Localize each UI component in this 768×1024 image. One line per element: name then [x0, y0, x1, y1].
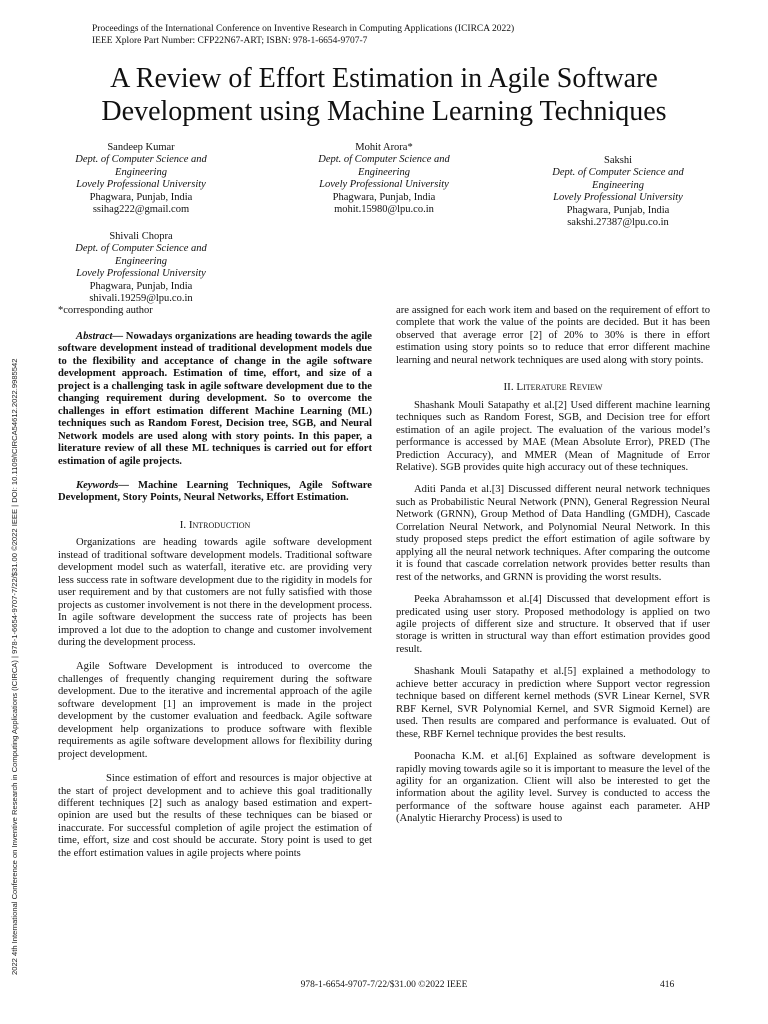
- section-heading-literature-review: II. Literature Review: [503, 381, 603, 394]
- author-email: sakshi.27387@lpu.co.in: [567, 217, 669, 229]
- author-name: Mohit Arora*: [355, 142, 413, 153]
- author-email: mohit.15980@lpu.co.in: [334, 204, 434, 216]
- page-number: 416: [660, 980, 675, 990]
- header-line-2: IEEE Xplore Part Number: CFP22N67-ART; ISBN: 978-1-6654-9707-7: [92, 35, 368, 46]
- abstract-text: Nowadays organizations are heading towards the agile software development instead of traditional development models due to the flexibility and acceptance of change in the agile software development approach. Estimation of time, effort, and size of a project is a challenging task in agile software development due to the changing requirement during development. So to overcome the challenges in effort estimation different Machine Learning (ML) techniques such as Random Forest, Decision tree, SGB, and Neural Network models are used along with story points. In this paper, a literature review of all these ML techniques is carried out for effort estimation of agile projects.: [58, 331, 372, 467]
- header-line-1: Proceedings of the International Conference on Inventive Research in Computing Applications (ICIRCA 2022): [92, 24, 515, 34]
- author-location: Phagwara, Punjab, India: [566, 204, 670, 216]
- title-line-2: Development using Machine Learning Techniques: [101, 96, 667, 127]
- author-dept-2: Engineering: [115, 255, 167, 267]
- author-block-3: [518, 155, 718, 229]
- running-header: [92, 24, 514, 47]
- author-dept: Dept. of Computer Science and: [75, 243, 207, 255]
- author-block-4: [41, 231, 241, 305]
- author-university: Lovely Professional University: [76, 179, 206, 191]
- left-column: [58, 331, 372, 860]
- author-dept-2: Engineering: [115, 166, 167, 178]
- author-dept-2: Engineering: [592, 179, 644, 191]
- keywords-label: Keywords—: [76, 479, 129, 491]
- author-location: Phagwara, Punjab, India: [89, 280, 193, 292]
- author-dept-2: Engineering: [358, 166, 410, 178]
- author-name: Sandeep Kumar: [107, 142, 175, 153]
- author-university: Lovely Professional University: [319, 179, 449, 191]
- paragraph: Shashank Mouli Satapathy et al.[5] explained a methodology to achieve better accuracy in prediction where Support vector regression technique based on different kernel methods (SVR Linear Kernel, SVR RBF Kernel, SVR Polynomial Kernel, and SVR Sigmoid Kernel) are used. Then results are compared and performance is evaluated. Out of these, RBF Kernel technique provides the best results.: [396, 666, 710, 740]
- author-university: Lovely Professional University: [553, 192, 683, 204]
- corresponding-author-note: *corresponding author: [58, 305, 153, 316]
- section-heading-introduction: I. Introduction: [179, 518, 251, 531]
- right-column: [396, 305, 710, 826]
- paragraph: Shashank Mouli Satapathy et al.[2] Used different machine learning techniques such as Random Forest, SGB, and Decision tree for effort estimation of an agile project. The evaluation of the various model’s performance is accessed by MAE (Mean Absolute Error), PRED (The Prediction Accuracy), and MMER (Mean of Magnitude of Error Relative). SGB provides quite high accuracy out of these techniques.: [396, 399, 710, 473]
- paragraph: Organizations are heading towards agile software development instead of traditional software development models. Traditional software development model such as waterfall, iterative etc. are providing very less success rate in software development due to the rigidity in models for user requirement and by that customers are not fully satisfied with those projects as customer involvement is not there in the development process. In agile software development the success rate of projects has been improved a lot due to the adoption to change and customer involvement during the development process.: [58, 537, 372, 648]
- author-dept: Dept. of Computer Science and: [552, 167, 684, 179]
- author-block-1: [41, 142, 241, 216]
- author-university: Lovely Professional University: [76, 268, 206, 280]
- footer-copyright: 978-1-6654-9707-7/22/$31.00 ©2022 IEEE: [300, 980, 468, 990]
- abstract: [58, 331, 372, 468]
- paper-title: [0, 62, 768, 128]
- title-line-1: A Review of Effort Estimation in Agile Software: [110, 63, 658, 94]
- paragraph: Poonacha K.M. et al.[6] Explained as software development is rapidly moving towards agile so it is important to measure the level of the agility for an organization. Client will also be interested to get the information about the agility level. Survey is conducted to access the performance of the software house against each parameter. AHP (Analytic Hierarchy Process) is used to: [396, 751, 710, 825]
- author-email: ssihag222@gmail.com: [92, 204, 190, 216]
- author-location: Phagwara, Punjab, India: [89, 191, 193, 203]
- paragraph: Peeka Abrahamsson et al.[4] Discussed that development effort is predicated using user story. Proposed methodology is applied on two agile projects of different size and structure. It observed that if user storage is written in structural way than effort estimation provides good result.: [396, 594, 710, 655]
- author-email: shivali.19259@lpu.co.in: [89, 293, 193, 305]
- paragraph: are assigned for each work item and based on the requirement of effort to complete that work the value of the points are decided. But it has been observed that average error [2] of 20% to 30% is there in effort estimation using story points so to reduce that error different machine learning and neural network techniques are used along with story points.: [396, 305, 710, 366]
- sidebar-doi-text: 2022 4th International Conference on Inventive Research in Computing Applications (ICIRCA) | 978-1-6654-9707-7/22/$31.00 ©2022 IEEE | DOI: 10.1109/ICIRCA54612.2022.9985542: [10, 358, 19, 975]
- author-name: Sakshi: [603, 155, 632, 166]
- paragraph: Since estimation of effort and resources is major objective at the start of project development and to achieve this goal traditionally different techniques [2] such as analogy based estimation and expert-opinion are used but the results of these techniques can be biased or inaccurate. For successful completion of agile project the estimation of time, effort, size and cost should be accurate. Story point is used to get the effort estimation values in agile projects where points: [58, 773, 372, 859]
- author-block-2: [284, 142, 484, 216]
- author-dept: Dept. of Computer Science and: [75, 154, 207, 166]
- abstract-label: Abstract—: [76, 331, 124, 342]
- author-dept: Dept. of Computer Science and: [318, 154, 450, 166]
- keywords-text: Machine Learning Techniques, Agile Software Development, Story Points, Neural Networks, Effort Estimation.: [58, 479, 372, 504]
- paragraph: Aditi Panda et al.[3] Discussed different neural network techniques such as Probabilistic Neural Network (PNN), General Regression Neural Network (GRNN), Group Method of Data Handling (GMDH), Cascade Correlation Neural Network, and Polynomial Neural Network. In this study proposed steps predict the effort estimation of agile software by applying all the neural network techniques. After comparing the outcome it is found that cascade correlation network provides better results than rest of the networks, and GRNN is providing the worst results.: [396, 484, 710, 583]
- paragraph: Agile Software Development is introduced to overcome the challenges of frequently changing requirement during the software development. Due to the iterative and incremental approach of the agile software development [1] an improvement is made in the project development by the customer evaluation and feedback. Agile software development help organizations to produce software with flexible requirements as agile software development allows for flexibility during project development.: [58, 661, 372, 760]
- author-location: Phagwara, Punjab, India: [332, 191, 436, 203]
- keywords: [58, 480, 372, 505]
- author-name: Shivali Chopra: [109, 231, 173, 242]
